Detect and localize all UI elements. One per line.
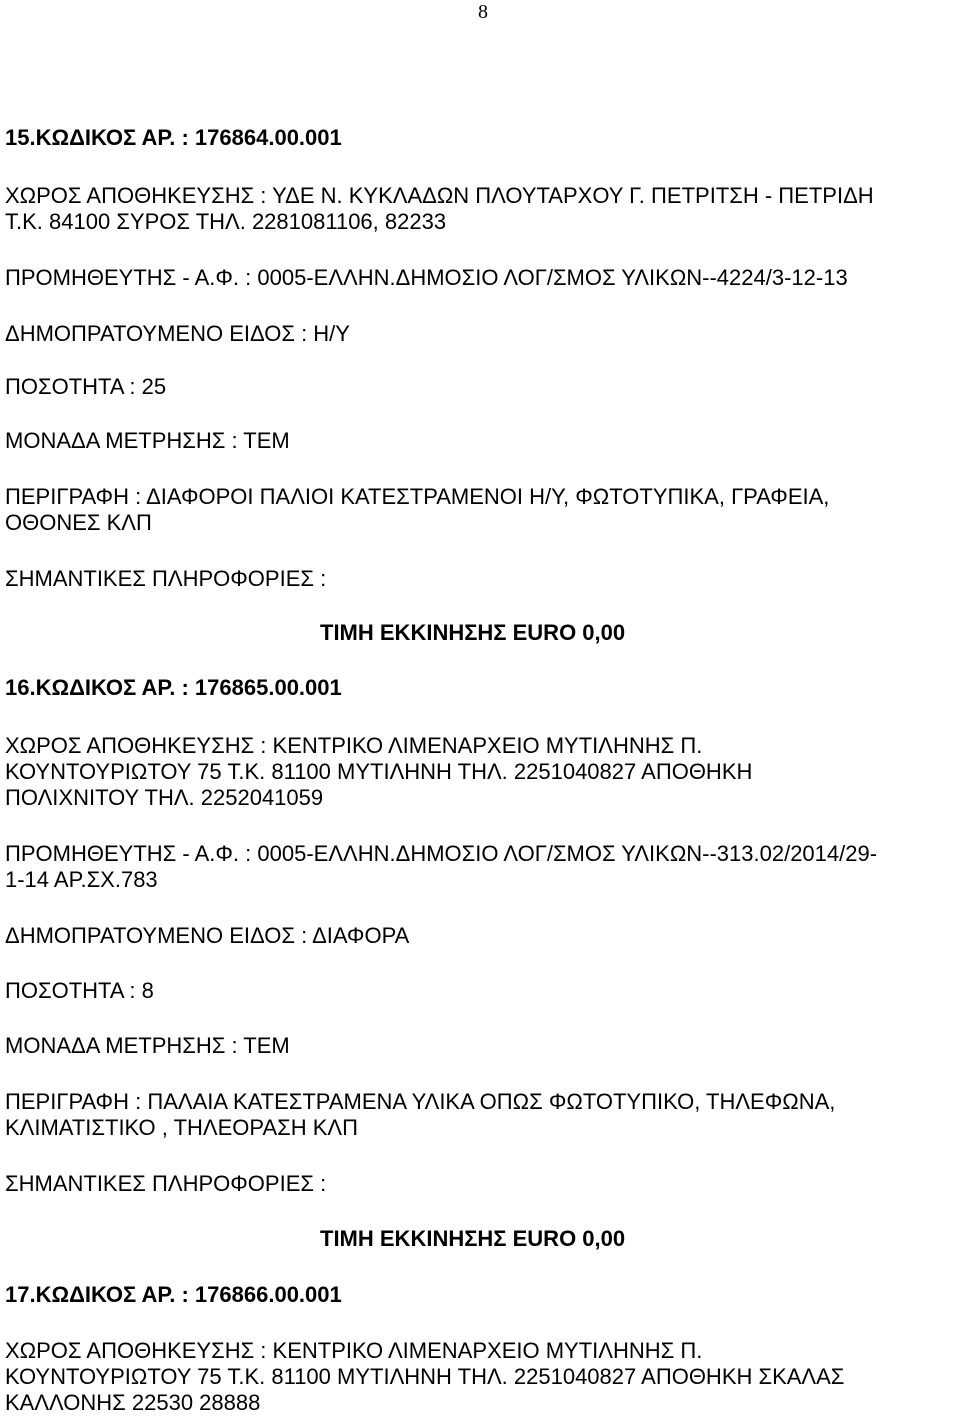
item-15-location-line: ΧΩΡΟΣ ΑΠΟΘΗΚΕΥΣΗΣ : ΥΔΕ Ν. ΚΥΚΛΑΔΩΝ ΠΛΟΥΤΑΡΧΟΥ Γ. ΠΕΤΡΙΤΣΗ - ΠΕΤΡΙΔΗ: [5, 183, 874, 208]
item-16-unit: ΜΟΝΑΔΑ ΜΕΤΡΗΣΗΣ : ΤΕΜ: [5, 1033, 290, 1058]
item-17-location-line: ΚΟΥΝΤΟΥΡΙΩΤΟΥ 75 Τ.Κ. 81100 ΜΥΤΙΛΗΝΗ ΤΗΛ. 2251040827 ΑΠΟΘΗΚΗ ΣΚΑΛΑΣ: [5, 1364, 845, 1389]
item-15-location-line: Τ.Κ. 84100 ΣΥΡΟΣ ΤΗΛ. 2281081106, 82233: [5, 209, 447, 234]
item-16-important-info: ΣΗΜΑΝΤΙΚΕΣ ΠΛΗΡΟΦΟΡΙΕΣ :: [5, 1171, 327, 1196]
item-15-unit: ΜΟΝΑΔΑ ΜΕΤΡΗΣΗΣ : ΤΕΜ: [5, 428, 290, 453]
item-15-quantity: ΠΟΣΟΤΗΤΑ : 25: [5, 374, 167, 399]
item-16-quantity: ΠΟΣΟΤΗΤΑ : 8: [5, 978, 154, 1003]
item-15-starting-price: ΤΙΜΗ ΕΚΚΙΝΗΣΗΣ EURO 0,00: [320, 620, 626, 645]
item-16-supplier-line: ΠΡΟΜΗΘΕΥΤΗΣ - Α.Φ. : 0005-ΕΛΛΗΝ.ΔΗΜΟΣΙΟ ΛΟΓ/ΣΜΟΣ ΥΛΙΚΩΝ--313.02/2014/29-: [5, 841, 878, 866]
item-16-location-line: ΧΩΡΟΣ ΑΠΟΘΗΚΕΥΣΗΣ : ΚΕΝΤΡΙΚΟ ΛΙΜΕΝΑΡΧΕΙΟ ΜΥΤΙΛΗΝΗΣ Π.: [5, 733, 703, 758]
item-17-location-line: ΧΩΡΟΣ ΑΠΟΘΗΚΕΥΣΗΣ : ΚΕΝΤΡΙΚΟ ΛΙΜΕΝΑΡΧΕΙΟ ΜΥΤΙΛΗΝΗΣ Π.: [5, 1338, 703, 1363]
item-15-header: 15.ΚΩΔΙΚΟΣ ΑΡ. : 176864.00.001: [5, 125, 342, 150]
page-number: 8: [478, 1, 488, 23]
item-16-starting-price: ΤΙΜΗ ΕΚΚΙΝΗΣΗΣ EURO 0,00: [320, 1226, 626, 1251]
item-16-supplier-line: 1-14 ΑΡ.ΣΧ.783: [5, 867, 158, 892]
item-15-important-info: ΣΗΜΑΝΤΙΚΕΣ ΠΛΗΡΟΦΟΡΙΕΣ :: [5, 566, 327, 591]
item-17-location-line: ΚΑΛΛΟΝΗΣ 22530 28888: [5, 1390, 261, 1415]
item-17-header: 17.ΚΩΔΙΚΟΣ ΑΡ. : 176866.00.001: [5, 1282, 342, 1307]
item-16-location-line: ΠΟΛΙΧΝΙΤΟΥ ΤΗΛ. 2252041059: [5, 785, 324, 810]
item-16-header: 16.ΚΩΔΙΚΟΣ ΑΡ. : 176865.00.001: [5, 675, 342, 700]
item-15-description-line: ΠΕΡΙΓΡΑΦΗ : ΔΙΑΦΟΡΟΙ ΠΑΛΙΟΙ ΚΑΤΕΣΤΡΑΜΕΝΟΙ Η/Υ, ΦΩΤΟΤΥΠΙΚΑ, ΓΡΑΦΕΙΑ,: [5, 484, 830, 509]
item-16-description-line: ΚΛΙΜΑΤΙΣΤΙΚΟ , ΤΗΛΕΟΡΑΣΗ ΚΛΠ: [5, 1115, 358, 1140]
item-16-description-line: ΠΕΡΙΓΡΑΦΗ : ΠΑΛΑΙΑ ΚΑΤΕΣΤΡΑΜΕΝΑ ΥΛΙΚΑ ΟΠΩΣ ΦΩΤΟΤΥΠΙΚΟ, ΤΗΛΕΦΩΝΑ,: [5, 1089, 836, 1114]
item-15-seized-item: ΔΗΜΟΠΡΑΤΟΥΜΕΝΟ ΕΙΔΟΣ : Η/Υ: [5, 321, 350, 346]
item-15-supplier: ΠΡΟΜΗΘΕΥΤΗΣ - Α.Φ. : 0005-ΕΛΛΗΝ.ΔΗΜΟΣΙΟ ΛΟΓ/ΣΜΟΣ ΥΛΙΚΩΝ--4224/3-12-13: [5, 265, 848, 290]
item-15-description-line: ΟΘΟΝΕΣ ΚΛΠ: [5, 510, 152, 535]
item-16-seized-item: ΔΗΜΟΠΡΑΤΟΥΜΕΝΟ ΕΙΔΟΣ : ΔΙΑΦΟΡΑ: [5, 923, 410, 948]
item-16-location-line: ΚΟΥΝΤΟΥΡΙΩΤΟΥ 75 Τ.Κ. 81100 ΜΥΤΙΛΗΝΗ ΤΗΛ. 2251040827 ΑΠΟΘΗΚΗ: [5, 759, 753, 784]
